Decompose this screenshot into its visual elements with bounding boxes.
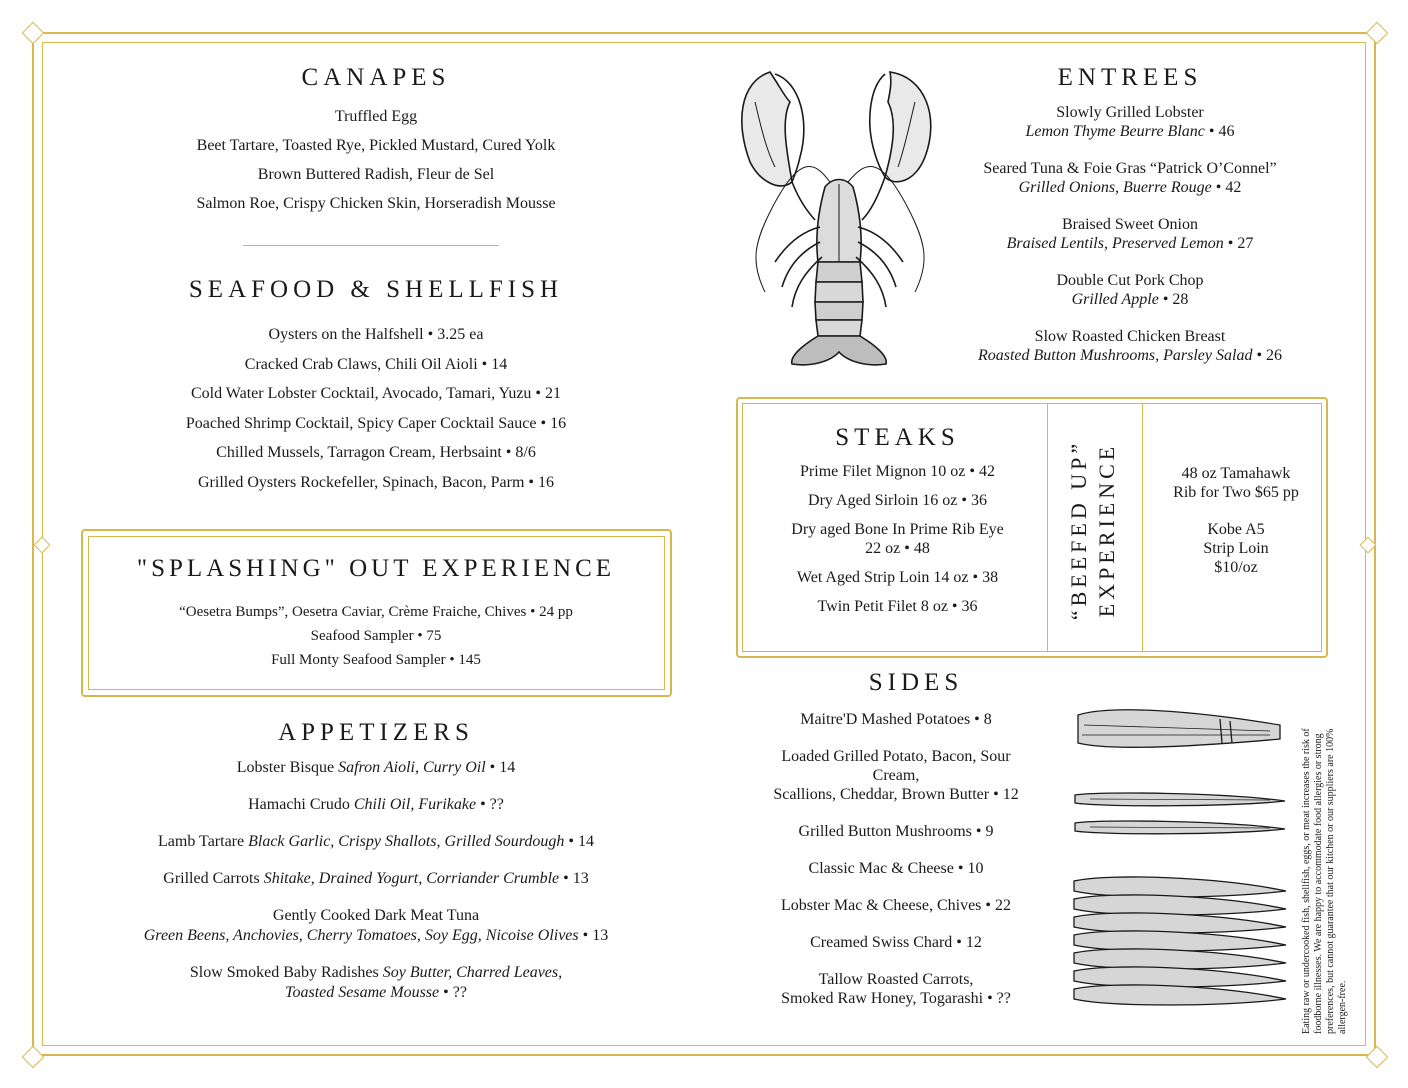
entree-desc: Lemon Thyme Beurre Blanc • 46	[1025, 123, 1235, 140]
entree-item	[930, 103, 1330, 141]
entree-desc: Grilled Apple • 28	[1071, 291, 1189, 308]
entree-item	[930, 159, 1330, 197]
appetizers-list	[56, 758, 696, 1003]
list-item: Grilled Carrots Shitake, Drained Yogurt, Corriander Crumble • 13	[163, 870, 589, 887]
list-item: Strip Loin	[1203, 540, 1269, 557]
list-item: Wet Aged Strip Loin 14 oz • 38	[796, 569, 999, 586]
list-item: Rib for Two $65 pp	[1173, 484, 1299, 501]
steaks-title: STEAKS	[835, 424, 960, 451]
list-item-desc: 22 oz • 48	[865, 540, 930, 557]
list-item: Salmon Roe, Crispy Chicken Skin, Horseradish Mousse	[196, 195, 556, 212]
steaks-list	[750, 462, 1045, 616]
entree-desc: Grilled Onions, Buerre Rouge • 42	[1018, 179, 1242, 196]
list-item: Lobster Bisque Safron Aioli, Curry Oil • 14	[236, 759, 516, 776]
list-item-desc: Green Beens, Anchovies, Cherry Tomatoes, Soy Egg, Nicoise Olives • 13	[143, 927, 609, 944]
entree-name: Seared Tuna & Foie Gras “Patrick O’Connel”	[983, 160, 1277, 177]
beefed-title-line: “BEEFED UP”	[1066, 439, 1091, 621]
list-item: Dry Aged Sirloin 16 oz • 36	[808, 492, 987, 509]
list-item: Dry aged Bone In Prime Rib Eye	[791, 521, 1004, 538]
entrees-title: ENTREES	[1057, 64, 1203, 91]
seafood-list	[76, 320, 676, 497]
list-item: Slow Smoked Baby Radishes Soy Butter, Charred Leaves,	[189, 964, 563, 981]
list-item: Chilled Mussels, Tarragon Cream, Herbsaint • 8/6	[216, 444, 536, 461]
list-item: Creamed Swiss Chard • 12	[810, 934, 982, 951]
entree-name: Slow Roasted Chicken Breast	[1034, 328, 1226, 345]
list-item: “Oesetra Bumps”, Oesetra Caviar, Crème Fraiche, Chives • 24 pp	[179, 604, 573, 620]
entree-name: Braised Sweet Onion	[1062, 216, 1198, 233]
list-item: Maitre'D Mashed Potatoes • 8	[800, 711, 992, 728]
list-item: Gently Cooked Dark Meat Tuna	[272, 907, 480, 924]
list-item: Tallow Roasted Carrots,	[818, 971, 974, 988]
list-item: Grilled Button Mushrooms • 9	[798, 823, 994, 840]
canapes-title: CANAPES	[301, 64, 451, 91]
entree-name: Double Cut Pork Chop	[1056, 272, 1204, 289]
list-item: Classic Mac & Cheese • 10	[808, 860, 984, 877]
list-item: Beet Tartare, Toasted Rye, Pickled Mustard, Cured Yolk	[196, 137, 556, 154]
list-item: Lobster Mac & Cheese, Chives • 22	[781, 897, 1011, 914]
list-item: $10/oz	[1214, 559, 1258, 576]
canapes-list	[76, 102, 676, 218]
entree-item	[930, 215, 1330, 253]
list-item: Poached Shrimp Cocktail, Spicy Caper Cocktail Sauce • 16	[185, 414, 567, 432]
list-item: Twin Petit Filet 8 oz • 36	[817, 598, 978, 615]
beefed-up-title	[1065, 435, 1125, 625]
entree-desc: Braised Lentils, Preserved Lemon • 27	[1006, 235, 1254, 252]
list-item: Truffled Egg	[334, 108, 418, 125]
list-item: Loaded Grilled Potato, Bacon, Sour	[781, 748, 1011, 765]
allergy-disclaimer: Eating raw or undercooked fish, shellfish, eggs, or meat increases the risk of foodborne illnesses. We are happy to accommodate food allergies or strong preferences, but cannot guarantee that our kitchen or our suppliers are 100% allergen-free.	[1301, 728, 1348, 1034]
list-item: Grilled Oysters Rockefeller, Spinach, Bacon, Parm • 16	[198, 473, 554, 491]
list-item: Scallions, Cheddar, Brown Butter • 12	[773, 786, 1019, 803]
beefed-title-line: EXPERIENCE	[1094, 442, 1119, 618]
seafood-title: SEAFOOD & SHELLFISH	[188, 276, 564, 303]
sides-list	[736, 710, 1056, 1008]
list-item: Smoked Raw Honey, Togarashi • ??	[781, 990, 1011, 1007]
list-item: 48 oz Tamahawk	[1181, 465, 1291, 482]
asparagus-illustration-icon	[1070, 695, 1290, 1025]
sides-title: SIDES	[868, 669, 964, 696]
steaks-divider	[1047, 403, 1048, 652]
steaks-divider	[1142, 403, 1143, 652]
list-item: Cold Water Lobster Cocktail, Avocado, Tamari, Yuzu • 21	[190, 385, 562, 402]
list-item: Kobe A5	[1207, 521, 1265, 538]
entree-item	[930, 271, 1330, 309]
list-item: Oysters on the Halfshell • 3.25 ea	[268, 326, 484, 343]
list-item-desc: Toasted Sesame Mousse • ??	[285, 984, 467, 1001]
list-item: Seafood Sampler • 75	[310, 628, 442, 644]
appetizers-title: APPETIZERS	[278, 719, 474, 746]
list-item: Cream,	[872, 767, 920, 784]
splashing-title: "SPLASHING" OUT EXPERIENCE	[136, 555, 616, 582]
divider	[243, 245, 499, 246]
entree-item	[930, 327, 1330, 365]
list-item: Lamb Tartare Black Garlic, Crispy Shallots, Grilled Sourdough • 14	[158, 833, 594, 850]
list-item: Prime Filet Mignon 10 oz • 42	[800, 463, 995, 480]
list-item: Hamachi Crudo Chili Oil, Furikake • ??	[248, 796, 504, 813]
lobster-illustration-icon	[730, 62, 950, 372]
entree-desc: Roasted Button Mushrooms, Parsley Salad • 26	[977, 347, 1283, 364]
list-item: Brown Buttered Radish, Fleur de Sel	[257, 166, 495, 183]
entrees-list	[930, 103, 1330, 365]
list-item: Cracked Crab Claws, Chili Oil Aioli • 14	[244, 355, 508, 373]
list-item: Full Monty Seafood Sampler • 145	[271, 652, 481, 668]
splashing-list	[96, 600, 656, 672]
beefed-list	[1146, 464, 1326, 577]
entree-name: Slowly Grilled Lobster	[1056, 104, 1204, 121]
